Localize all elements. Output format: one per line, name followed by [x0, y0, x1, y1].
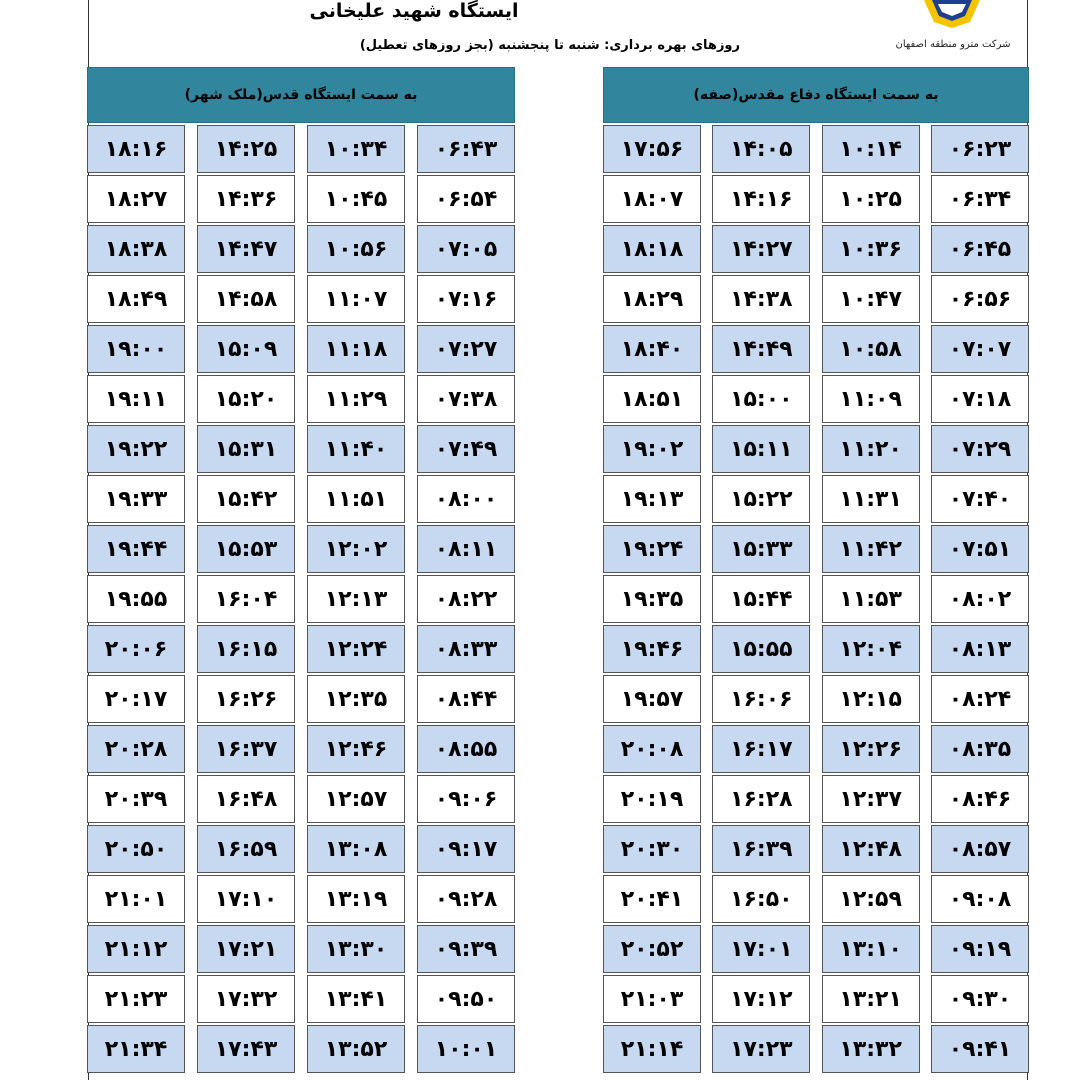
table-row [603, 724, 1029, 774]
departure-time-cell: ۱۱:۰۹ [822, 375, 920, 423]
departure-time-cell: ۰۹:۳۰ [931, 975, 1029, 1023]
table-row [603, 574, 1029, 624]
departure-time-cell: ۱۹:۵۷ [603, 675, 701, 723]
departure-time-cell: ۰۷:۱۸ [931, 375, 1029, 423]
departure-time-cell: ۰۷:۲۹ [931, 425, 1029, 473]
departure-time-cell: ۰۷:۴۹ [417, 425, 515, 473]
departure-time-cell: ۱۵:۰۹ [197, 325, 295, 373]
departure-time-cell: ۱۸:۵۱ [603, 375, 701, 423]
table-row [603, 174, 1029, 224]
departure-time-cell: ۱۳:۲۱ [822, 975, 920, 1023]
table-row [603, 474, 1029, 524]
departure-time-cell: ۰۷:۱۶ [417, 275, 515, 323]
operating-days: روزهای بهره برداری: شنبه تا پنجشنبه (بجز روزهای تعطیل) [359, 38, 740, 53]
departure-time-cell: ۰۸:۱۱ [417, 525, 515, 573]
departure-time-cell: ۱۹:۴۶ [603, 625, 701, 673]
departure-time-cell: ۱۹:۰۰ [87, 325, 185, 373]
table-row [87, 574, 515, 624]
table-row [603, 824, 1029, 874]
departure-time-cell: ۱۷:۱۲ [712, 975, 810, 1023]
departure-time-cell: ۱۵:۵۵ [712, 625, 810, 673]
departure-time-cell: ۰۶:۳۴ [931, 175, 1029, 223]
departure-time-cell: ۱۶:۳۷ [197, 725, 295, 773]
departure-time-cell: ۱۸:۱۸ [603, 225, 701, 273]
departure-time-cell: ۰۶:۵۶ [931, 275, 1029, 323]
table-row [603, 924, 1029, 974]
departure-time-cell: ۱۵:۰۰ [712, 375, 810, 423]
departure-time-cell: ۱۶:۵۰ [712, 875, 810, 923]
departure-time-cell: ۱۵:۱۱ [712, 425, 810, 473]
departure-time-cell: ۱۰:۴۵ [307, 175, 405, 223]
departure-time-cell: ۰۸:۰۰ [417, 475, 515, 523]
departure-time-cell: ۱۴:۵۸ [197, 275, 295, 323]
departure-time-cell: ۱۲:۳۷ [822, 775, 920, 823]
departure-time-cell: ۱۱:۴۰ [307, 425, 405, 473]
departure-time-cell: ۱۲:۱۳ [307, 575, 405, 623]
departure-time-cell: ۰۸:۴۴ [417, 675, 515, 723]
table-row [87, 224, 515, 274]
table-row [87, 474, 515, 524]
departure-time-cell: ۱۲:۱۵ [822, 675, 920, 723]
table-row [603, 524, 1029, 574]
table-row [87, 974, 515, 1024]
departure-time-cell: ۱۴:۱۶ [712, 175, 810, 223]
departure-time-cell: ۱۵:۲۰ [197, 375, 295, 423]
departure-time-cell: ۱۲:۴۶ [307, 725, 405, 773]
departure-time-cell: ۱۲:۰۲ [307, 525, 405, 573]
departure-time-cell: ۲۰:۵۲ [603, 925, 701, 973]
departure-time-cell: ۰۹:۳۹ [417, 925, 515, 973]
page-title: ایستگاه شهید علیخانی [309, 0, 519, 22]
departure-time-cell: ۲۰:۴۱ [603, 875, 701, 923]
departure-time-cell: ۱۲:۰۴ [822, 625, 920, 673]
departure-time-cell: ۱۷:۳۲ [197, 975, 295, 1023]
departure-time-cell: ۲۰:۱۹ [603, 775, 701, 823]
table-row [603, 274, 1029, 324]
departure-time-cell: ۱۸:۴۰ [603, 325, 701, 373]
departure-time-cell: ۱۶:۳۹ [712, 825, 810, 873]
table-row [87, 724, 515, 774]
departure-time-cell: ۱۹:۱۱ [87, 375, 185, 423]
table-row [603, 124, 1029, 174]
company-name: شرکت مترو منطقه اصفهان [895, 39, 1011, 50]
departure-time-cell: ۱۴:۰۵ [712, 125, 810, 173]
departure-time-cell: ۰۶:۴۳ [417, 125, 515, 173]
direction-header-defa-moghaddas: به سمت ایستگاه دفاع مقدس(صفه) [603, 67, 1029, 123]
departure-time-cell: ۱۹:۳۳ [87, 475, 185, 523]
table-row [87, 374, 515, 424]
departure-time-cell: ۱۳:۵۲ [307, 1025, 405, 1073]
table-row [87, 624, 515, 674]
table-row [87, 774, 515, 824]
departure-time-cell: ۱۹:۱۳ [603, 475, 701, 523]
departure-time-cell: ۰۸:۲۲ [417, 575, 515, 623]
departure-time-cell: ۲۱:۱۴ [603, 1025, 701, 1073]
departure-time-cell: ۱۶:۱۷ [712, 725, 810, 773]
departure-time-cell: ۱۰:۴۷ [822, 275, 920, 323]
departure-time-cell: ۱۵:۲۲ [712, 475, 810, 523]
departure-time-cell: ۱۱:۵۳ [822, 575, 920, 623]
table-row [87, 824, 515, 874]
departure-time-cell: ۱۹:۳۵ [603, 575, 701, 623]
table-row [603, 1024, 1029, 1074]
metro-logo [920, 0, 984, 28]
departure-time-cell: ۱۵:۴۴ [712, 575, 810, 623]
departure-time-cell: ۰۶:۴۵ [931, 225, 1029, 273]
table-row [603, 974, 1029, 1024]
departure-time-cell: ۱۱:۲۰ [822, 425, 920, 473]
departure-time-cell: ۰۷:۴۰ [931, 475, 1029, 523]
departure-time-cell: ۱۵:۳۳ [712, 525, 810, 573]
departure-time-cell: ۰۸:۳۳ [417, 625, 515, 673]
departure-time-cell: ۰۹:۱۷ [417, 825, 515, 873]
departure-time-cell: ۰۷:۳۸ [417, 375, 515, 423]
departure-time-cell: ۱۷:۵۶ [603, 125, 701, 173]
departure-time-cell: ۰۸:۱۳ [931, 625, 1029, 673]
departure-time-cell: ۰۹:۵۰ [417, 975, 515, 1023]
departure-time-cell: ۱۱:۱۸ [307, 325, 405, 373]
departure-time-cell: ۱۲:۴۸ [822, 825, 920, 873]
departure-time-cell: ۰۷:۰۷ [931, 325, 1029, 373]
departure-time-cell: ۱۶:۱۵ [197, 625, 295, 673]
departure-time-cell: ۱۱:۵۱ [307, 475, 405, 523]
departure-time-cell: ۱۷:۲۳ [712, 1025, 810, 1073]
direction-header-ghods: به سمت ایستگاه قدس(ملک شهر) [87, 67, 515, 123]
departure-time-cell: ۱۶:۵۹ [197, 825, 295, 873]
table-row [603, 424, 1029, 474]
departure-time-cell: ۱۲:۵۹ [822, 875, 920, 923]
table-row [603, 674, 1029, 724]
departure-time-cell: ۱۹:۲۲ [87, 425, 185, 473]
departure-time-cell: ۱۴:۴۷ [197, 225, 295, 273]
timetable-to-defa-moghaddas [603, 67, 1029, 1074]
departure-time-cell: ۱۹:۲۴ [603, 525, 701, 573]
departure-time-cell: ۱۱:۴۲ [822, 525, 920, 573]
departure-time-cell: ۰۹:۴۱ [931, 1025, 1029, 1073]
table-row [87, 274, 515, 324]
departure-time-cell: ۱۸:۴۹ [87, 275, 185, 323]
table-row [603, 624, 1029, 674]
departure-time-cell: ۱۳:۰۸ [307, 825, 405, 873]
departure-time-cell: ۱۰:۵۶ [307, 225, 405, 273]
table-row [603, 774, 1029, 824]
departure-time-cell: ۱۸:۳۸ [87, 225, 185, 273]
departure-time-cell: ۱۸:۰۷ [603, 175, 701, 223]
departure-time-cell: ۲۱:۰۳ [603, 975, 701, 1023]
departure-time-cell: ۱۶:۰۶ [712, 675, 810, 723]
departure-time-cell: ۱۳:۳۲ [822, 1025, 920, 1073]
departure-time-cell: ۲۰:۰۶ [87, 625, 185, 673]
departure-time-cell: ۱۹:۰۲ [603, 425, 701, 473]
departure-time-cell: ۱۹:۵۵ [87, 575, 185, 623]
departure-time-cell: ۱۴:۲۷ [712, 225, 810, 273]
departure-grid-defa-moghaddas [603, 124, 1029, 1074]
departure-time-cell: ۱۳:۴۱ [307, 975, 405, 1023]
departure-time-cell: ۱۳:۳۰ [307, 925, 405, 973]
table-row [87, 674, 515, 724]
departure-time-cell: ۱۵:۴۲ [197, 475, 295, 523]
departure-time-cell: ۲۱:۰۱ [87, 875, 185, 923]
departure-time-cell: ۰۷:۵۱ [931, 525, 1029, 573]
departure-time-cell: ۱۵:۵۳ [197, 525, 295, 573]
departure-time-cell: ۱۶:۰۴ [197, 575, 295, 623]
departure-time-cell: ۱۴:۲۵ [197, 125, 295, 173]
departure-time-cell: ۲۱:۳۴ [87, 1025, 185, 1073]
departure-time-cell: ۱۷:۱۰ [197, 875, 295, 923]
departure-time-cell: ۰۶:۵۴ [417, 175, 515, 223]
departure-time-cell: ۰۸:۳۵ [931, 725, 1029, 773]
table-row [87, 874, 515, 924]
table-row [87, 924, 515, 974]
departure-time-cell: ۰۸:۴۶ [931, 775, 1029, 823]
departure-time-cell: ۰۹:۰۸ [931, 875, 1029, 923]
departure-time-cell: ۱۱:۰۷ [307, 275, 405, 323]
departure-time-cell: ۱۲:۲۴ [307, 625, 405, 673]
departure-time-cell: ۱۳:۱۰ [822, 925, 920, 973]
departure-time-cell: ۱۴:۳۸ [712, 275, 810, 323]
departure-time-cell: ۱۴:۳۶ [197, 175, 295, 223]
departure-time-cell: ۱۷:۰۱ [712, 925, 810, 973]
departure-time-cell: ۰۷:۰۵ [417, 225, 515, 273]
departure-grid-ghods [87, 124, 515, 1074]
departure-time-cell: ۱۱:۳۱ [822, 475, 920, 523]
departure-time-cell: ۱۶:۴۸ [197, 775, 295, 823]
departure-time-cell: ۱۲:۵۷ [307, 775, 405, 823]
logo-emblem-icon [920, 0, 984, 28]
departure-time-cell: ۱۰:۵۸ [822, 325, 920, 373]
departure-time-cell: ۰۹:۱۹ [931, 925, 1029, 973]
departure-time-cell: ۲۰:۱۷ [87, 675, 185, 723]
table-row [87, 1024, 515, 1074]
departure-time-cell: ۱۰:۲۵ [822, 175, 920, 223]
table-row [87, 174, 515, 224]
departure-time-cell: ۱۸:۲۹ [603, 275, 701, 323]
departure-time-cell: ۲۱:۱۲ [87, 925, 185, 973]
departure-time-cell: ۱۵:۳۱ [197, 425, 295, 473]
departure-time-cell: ۲۰:۳۰ [603, 825, 701, 873]
departure-time-cell: ۰۶:۲۳ [931, 125, 1029, 173]
table-row [87, 524, 515, 574]
departure-time-cell: ۱۳:۱۹ [307, 875, 405, 923]
departure-time-cell: ۱۰:۳۶ [822, 225, 920, 273]
table-row [603, 324, 1029, 374]
timetable-to-ghods [87, 67, 515, 1074]
departure-time-cell: ۱۶:۲۶ [197, 675, 295, 723]
departure-time-cell: ۱۱:۲۹ [307, 375, 405, 423]
departure-time-cell: ۲۰:۳۹ [87, 775, 185, 823]
departure-time-cell: ۱۸:۱۶ [87, 125, 185, 173]
table-row [87, 324, 515, 374]
departure-time-cell: ۱۲:۳۵ [307, 675, 405, 723]
departure-time-cell: ۱۶:۲۸ [712, 775, 810, 823]
table-row [87, 424, 515, 474]
departure-time-cell: ۱۸:۲۷ [87, 175, 185, 223]
departure-time-cell: ۰۸:۲۴ [931, 675, 1029, 723]
departure-time-cell: ۰۸:۵۷ [931, 825, 1029, 873]
table-row [603, 874, 1029, 924]
departure-time-cell: ۱۷:۲۱ [197, 925, 295, 973]
departure-time-cell: ۱۲:۲۶ [822, 725, 920, 773]
departure-time-cell: ۰۸:۵۵ [417, 725, 515, 773]
departure-time-cell: ۱۰:۰۱ [417, 1025, 515, 1073]
departure-time-cell: ۰۸:۰۲ [931, 575, 1029, 623]
departure-time-cell: ۱۷:۴۳ [197, 1025, 295, 1073]
departure-time-cell: ۱۹:۴۴ [87, 525, 185, 573]
departure-time-cell: ۲۱:۲۳ [87, 975, 185, 1023]
table-row [603, 224, 1029, 274]
departure-time-cell: ۱۴:۴۹ [712, 325, 810, 373]
departure-time-cell: ۰۹:۰۶ [417, 775, 515, 823]
departure-time-cell: ۱۰:۱۴ [822, 125, 920, 173]
departure-time-cell: ۲۰:۵۰ [87, 825, 185, 873]
departure-time-cell: ۲۰:۲۸ [87, 725, 185, 773]
table-row [603, 374, 1029, 424]
table-row [87, 124, 515, 174]
departure-time-cell: ۰۷:۲۷ [417, 325, 515, 373]
departure-time-cell: ۰۹:۲۸ [417, 875, 515, 923]
departure-time-cell: ۱۰:۳۴ [307, 125, 405, 173]
departure-time-cell: ۲۰:۰۸ [603, 725, 701, 773]
